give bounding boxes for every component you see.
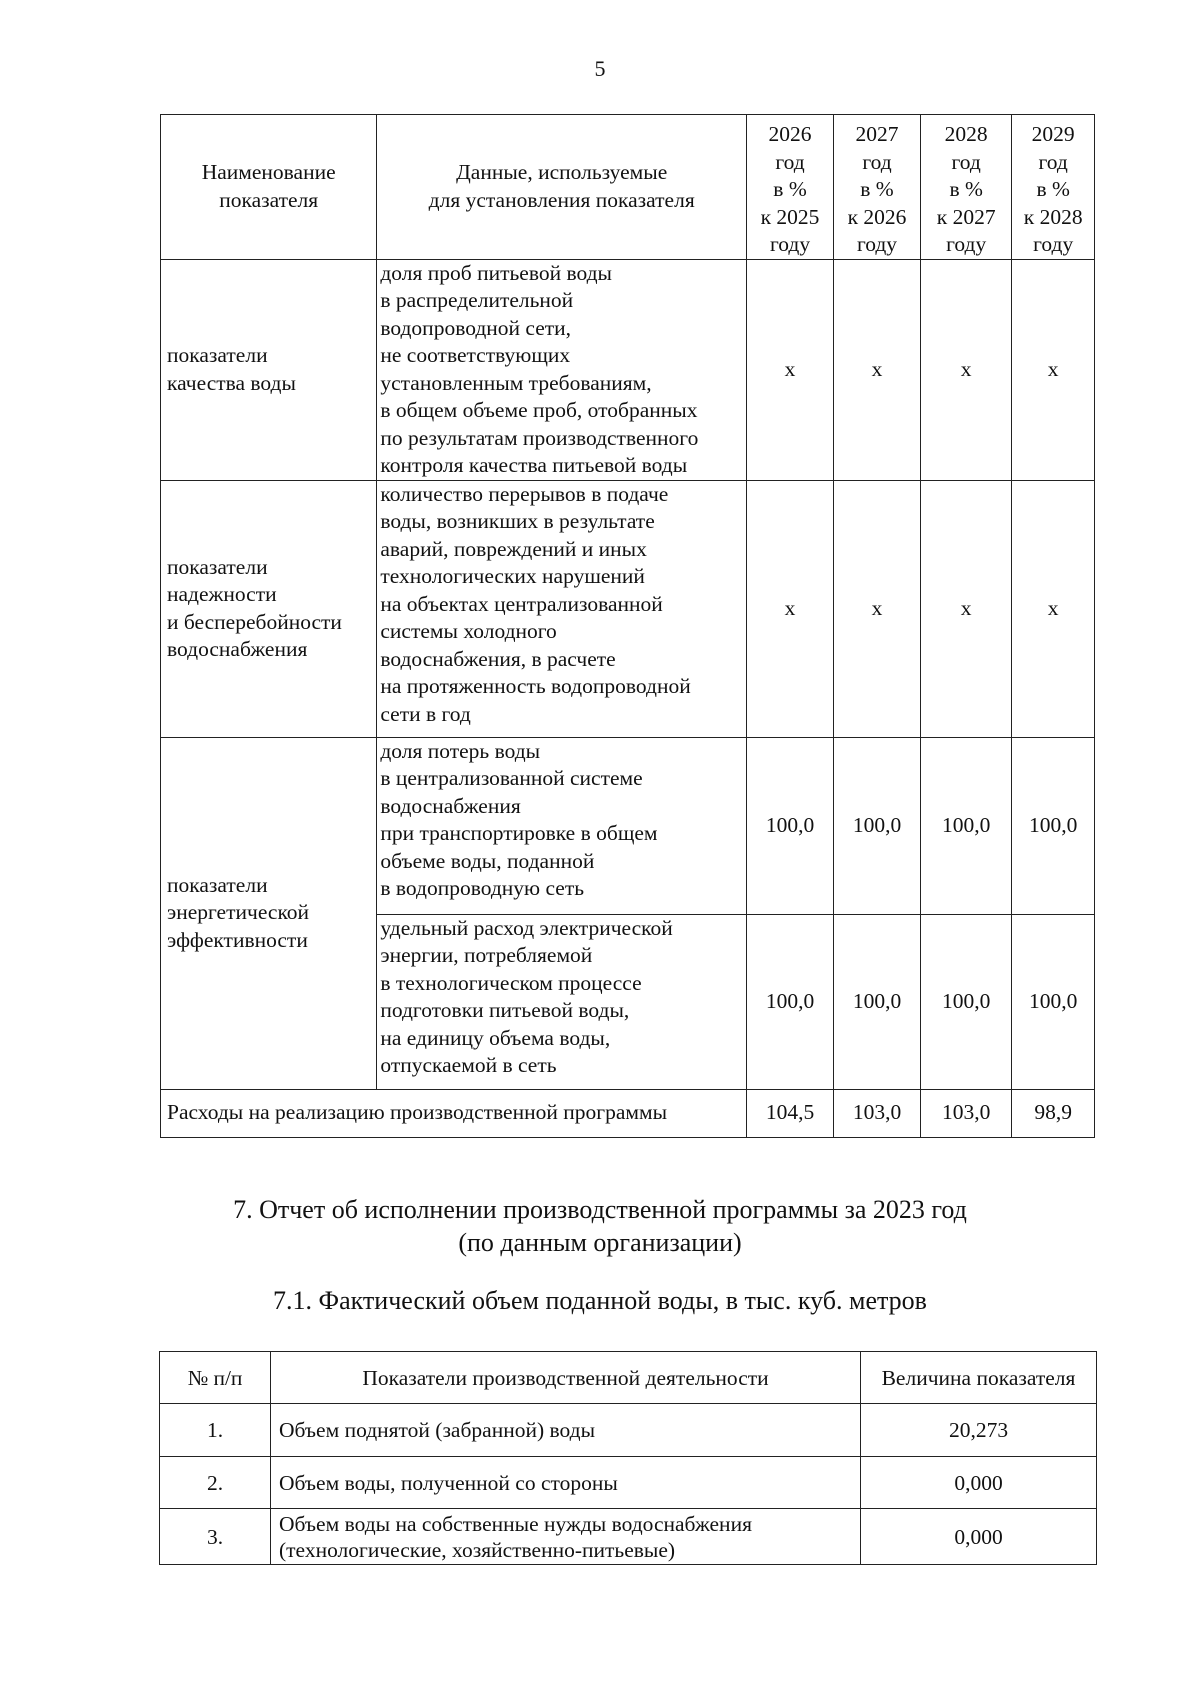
text-line: к 2026 [847, 204, 907, 229]
text-line: контроля качества питьевой воды [380, 453, 688, 477]
row-value: 20,273 [861, 1404, 1097, 1457]
text-line: для установления показателя [428, 187, 695, 212]
row-label [271, 1457, 861, 1509]
total-value: 98,9 [1012, 1089, 1095, 1137]
value-cell: 100,0 [921, 737, 1012, 914]
section-subtitle: 7.1. Фактический объем поданной воды, в тыс. куб. метров [273, 1286, 927, 1315]
row-label [271, 1404, 861, 1457]
value-cell: x [921, 259, 1012, 480]
header-indicator-name [161, 115, 377, 260]
text-line: качества воды [167, 370, 296, 395]
water-volume-table [159, 1351, 1097, 1565]
reliability-row [161, 480, 1095, 737]
total-row [161, 1089, 1095, 1137]
table-row [160, 1509, 1097, 1565]
text-line: к 2028 [1023, 204, 1083, 229]
text-line: доля проб питьевой воды [380, 260, 612, 285]
value-cell: x [747, 259, 834, 480]
text-line: на протяженность водопроводной [380, 674, 691, 698]
text-line: 2028 [944, 122, 988, 146]
header-indicator-data [377, 115, 747, 260]
text-line: году [856, 232, 898, 256]
text-line: Объем поднятой (забранной) воды [279, 1418, 596, 1442]
text-line: к 2025 [760, 204, 820, 229]
text-line: установленным требованиям, [380, 370, 652, 395]
text-line: 2027 [855, 122, 899, 146]
text-line: эффективности [167, 927, 308, 952]
text-line: водоснабжения [167, 637, 308, 661]
text-line: не соответствующих [380, 343, 571, 367]
value-cell: x [1012, 259, 1095, 480]
value-cell: 100,0 [747, 737, 834, 914]
value-cell: x [921, 480, 1012, 737]
text-line: энергии, потребляемой [380, 943, 593, 967]
text-line: Объем воды, полученной со стороны [279, 1470, 618, 1495]
text-line: в распределительной [380, 288, 574, 312]
text-line: на объектах централизованной [380, 591, 663, 616]
text-line: подготовки питьевой воды, [380, 998, 630, 1022]
text-line: 2029 [1031, 122, 1075, 146]
table-row [160, 1404, 1097, 1457]
text-line: год [775, 149, 805, 174]
text-line: водопроводной сети, [380, 315, 572, 340]
total-value: 103,0 [834, 1089, 921, 1137]
section-title [0, 1193, 1200, 1259]
text-line: показатели [167, 554, 268, 579]
text-line: в общем объеме проб, отобранных [380, 398, 698, 422]
section-title-line-1: 7. Отчет об исполнении производственной программы за 2023 год [233, 1195, 967, 1224]
header-year-2027 [834, 115, 921, 260]
row-value: 0,000 [861, 1457, 1097, 1509]
energy-name [161, 737, 377, 1089]
text-line: год [1038, 149, 1068, 174]
text-line: к 2027 [936, 204, 996, 229]
quality-name [161, 259, 377, 480]
text-line: в водопроводную сеть [380, 876, 585, 900]
value-cell: 100,0 [1012, 737, 1095, 914]
text-line: надежности [167, 582, 277, 606]
text-line: в % [1036, 177, 1070, 201]
value-cell: 100,0 [747, 914, 834, 1089]
total-value: 104,5 [747, 1089, 834, 1137]
page-number: 5 [594, 56, 606, 81]
text-line: Данные, используемые [456, 160, 668, 185]
energy-desc-2 [377, 914, 747, 1089]
row-label [271, 1509, 861, 1565]
text-line: по результатам производственного [380, 425, 699, 450]
row-number: 2. [160, 1457, 271, 1509]
water-table-header-row [160, 1352, 1097, 1404]
text-line: системы холодного [380, 619, 557, 643]
text-line: водоснабжения [380, 793, 521, 818]
quality-desc [377, 259, 747, 480]
text-line: году [946, 232, 987, 256]
row-number: 1. [160, 1404, 271, 1457]
header-activity: Показатели производственной деятельности [271, 1352, 861, 1404]
header-year-2028 [921, 115, 1012, 260]
text-line: при транспортировке в общем [380, 821, 658, 845]
text-line: показатели [167, 872, 268, 897]
text-line: показателя [219, 187, 319, 212]
text-line: году [769, 232, 811, 256]
total-label: Расходы на реализацию производственной программы [161, 1089, 747, 1137]
text-line: доля потерь воды [380, 738, 541, 763]
value-cell: 100,0 [834, 914, 921, 1089]
total-value: 103,0 [921, 1089, 1012, 1137]
energy-desc-1 [377, 737, 747, 914]
value-cell: 100,0 [1012, 914, 1095, 1089]
text-line: году [1033, 232, 1074, 256]
text-line: год [862, 149, 892, 174]
row-number: 3. [160, 1509, 271, 1565]
text-line: 2026 [768, 122, 812, 146]
text-line: удельный расход электрической [380, 915, 673, 940]
indicators-table [160, 114, 1095, 1138]
text-line: (технологические, хозяйственно-питьевые) [279, 1537, 676, 1562]
text-line: сети в год [380, 701, 471, 726]
text-line: Объем воды на собственные нужды водоснабжения [279, 1511, 752, 1536]
header-number: № п/п [160, 1352, 271, 1404]
value-cell: 100,0 [834, 737, 921, 914]
section-title-line-2: (по данным организации) [458, 1228, 742, 1257]
text-line: в % [773, 177, 807, 201]
text-line: количество перерывов в подаче [380, 481, 669, 506]
text-line: технологических нарушений [380, 564, 645, 588]
text-line: в % [860, 177, 894, 201]
table-row [160, 1457, 1097, 1509]
text-line: водоснабжения, в расчете [380, 646, 616, 671]
text-line: в % [949, 177, 983, 201]
text-line: на единицу объема воды, [380, 1025, 611, 1050]
row-value: 0,000 [861, 1509, 1097, 1565]
text-line: воды, возникших в результате [380, 509, 655, 533]
value-cell: x [834, 480, 921, 737]
reliability-name [161, 480, 377, 737]
text-line: аварий, повреждений и иных [380, 536, 647, 561]
text-line: показатели [167, 343, 268, 367]
indicators-header-row [161, 115, 1095, 260]
value-cell: 100,0 [921, 914, 1012, 1089]
text-line: отпускаемой в сеть [380, 1053, 557, 1077]
quality-row [161, 259, 1095, 480]
text-line: в централизованной системе [380, 766, 643, 790]
value-cell: x [1012, 480, 1095, 737]
header-year-2029 [1012, 115, 1095, 260]
text-line: объеме воды, поданной [380, 848, 595, 873]
text-line: в технологическом процессе [380, 970, 642, 995]
reliability-desc [377, 480, 747, 737]
text-line: Наименование [201, 160, 336, 185]
value-cell: x [747, 480, 834, 737]
header-value: Величина показателя [861, 1352, 1097, 1404]
header-year-2026 [747, 115, 834, 260]
value-cell: x [834, 259, 921, 480]
text-line: и бесперебойности [167, 609, 342, 634]
text-line: год [951, 149, 981, 174]
text-line: энергетической [167, 900, 310, 925]
energy-row-1 [161, 737, 1095, 914]
